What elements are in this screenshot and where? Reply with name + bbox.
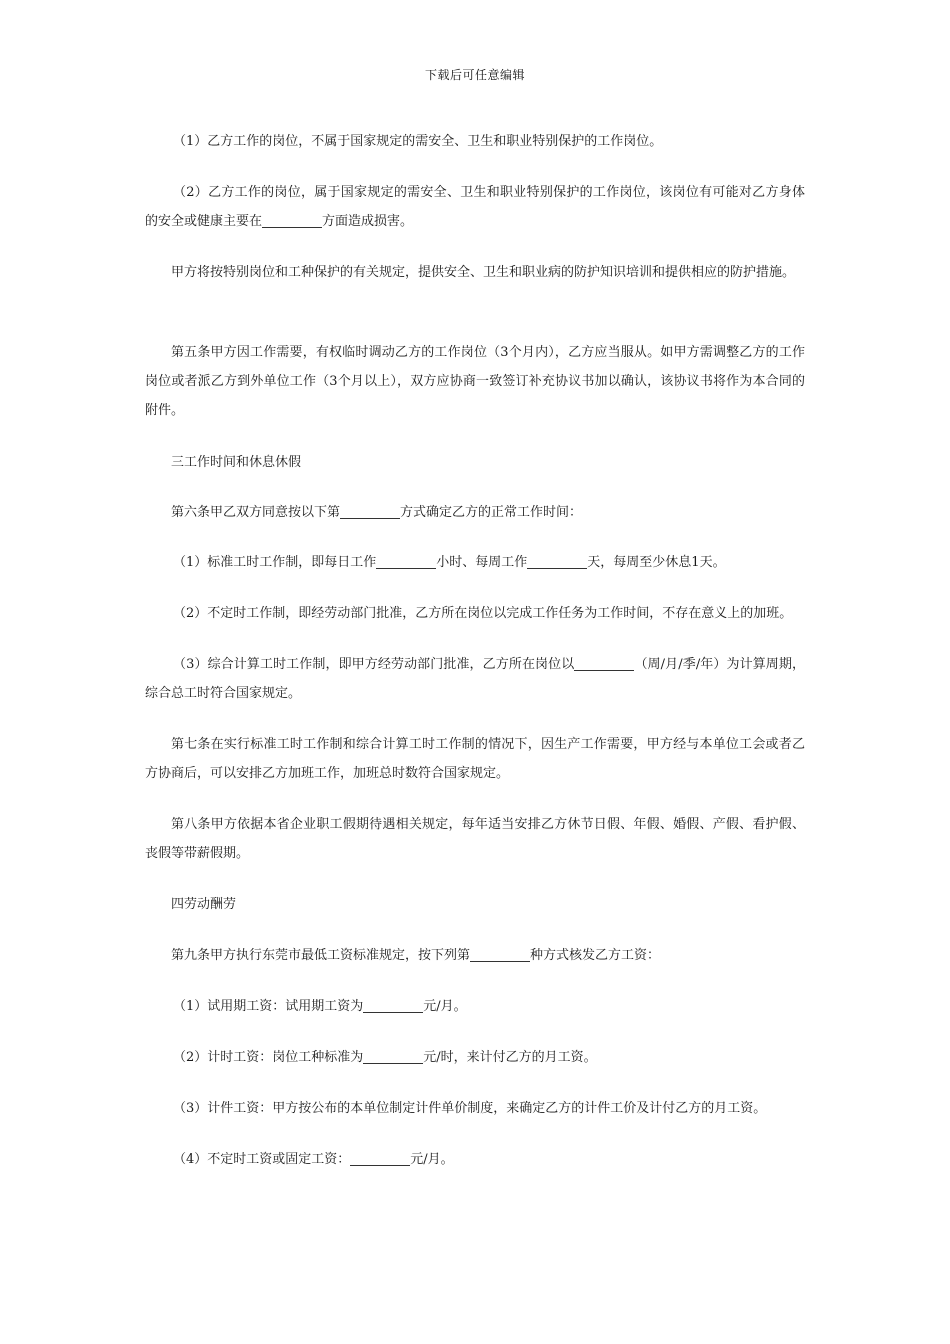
section-heading-4: 四劳动酬劳	[171, 897, 237, 912]
fill-blank[interactable]	[340, 504, 400, 519]
paragraph-protection: 甲方将按特别岗位和工种保护的有关规定，提供安全、卫生和职业病的防护知识培训和提供相应的防护措施。	[171, 265, 796, 280]
paragraph-fixed-wage: （4）不定时工资或固定工资： 元/月。	[173, 1152, 454, 1167]
paragraph-post-type-1: （1）乙方工作的岗位，不属于国家规定的需安全、卫生和职业特别保护的工作岗位。	[173, 134, 663, 149]
paragraph-flexible-hours: （2）不定时工作制，即经劳动部门批准，乙方所在岗位以完成工作任务为工作时间，不存在意义上的加班。	[173, 606, 793, 621]
paragraph-article-6: 第六条甲乙双方同意按以下第 方式确定乙方的正常工作时间：	[171, 505, 583, 520]
paragraph-article-7: 第七条在实行标准工时工作制和综合计算工时工作制的情况下，因生产工作需要，甲方经与本单位工会或者乙方协商后，可以安排乙方加班工作，加班总时数符合国家规定。	[145, 737, 805, 781]
paragraph-hourly-wage: （2）计时工资：岗位工种标准为 元/时，来计付乙方的月工资。	[173, 1050, 597, 1065]
fill-blank[interactable]	[470, 947, 530, 962]
paragraph-article-8: 第八条甲方依据本省企业职工假期待遇相关规定，每年适当安排乙方休节日假、年假、婚假、产假、看护假、丧假等带薪假期。	[145, 817, 805, 861]
fill-blank[interactable]	[363, 1049, 423, 1064]
fill-blank[interactable]	[363, 998, 423, 1013]
fill-blank[interactable]	[350, 1151, 410, 1166]
paragraph-probation-wage: （1）试用期工资：试用期工资为 元/月。	[173, 999, 467, 1014]
fill-blank[interactable]	[527, 554, 587, 569]
paragraph-post-type-2: （2）乙方工作的岗位，属于国家规定的需安全、卫生和职业特别保护的工作岗位，该岗位有可能对乙方身体的安全或健康主要在 方面造成损害。	[145, 185, 805, 229]
paragraph-article-5: 第五条甲方因工作需要，有权临时调动乙方的工作岗位（3个月内），乙方应当服从。如甲方需调整乙方的工作岗位或者派乙方到外单位工作（3个月以上），双方应协商一致签订补充协议书加以确认，该协议书将作为本合同的附件。	[145, 345, 805, 418]
fill-blank[interactable]	[262, 213, 322, 228]
section-heading-3: 三工作时间和休息休假	[171, 455, 302, 470]
paragraph-comprehensive-hours: （3）综合计算工时工作制，即甲方经劳动部门批准，乙方所在岗位以 （周/月/季/年）为计算周期，综合总工时符合国家规定。	[145, 657, 805, 701]
fill-blank[interactable]	[574, 656, 634, 671]
paragraph-article-9: 第九条甲方执行东莞市最低工资标准规定，按下列第 种方式核发乙方工资：	[171, 948, 661, 963]
fill-blank[interactable]	[376, 554, 436, 569]
page-header: 下载后可任意编辑	[424, 68, 525, 82]
paragraph-standard-hours: （1）标准工时工作制，即每日工作 小时、每周工作 天，每周至少休息1天。	[173, 555, 726, 570]
paragraph-piece-wage: （3）计件工资：甲方按公布的本单位制定计件单价制度，来确定乙方的计件工价及计付乙方的月工资。	[173, 1101, 767, 1116]
